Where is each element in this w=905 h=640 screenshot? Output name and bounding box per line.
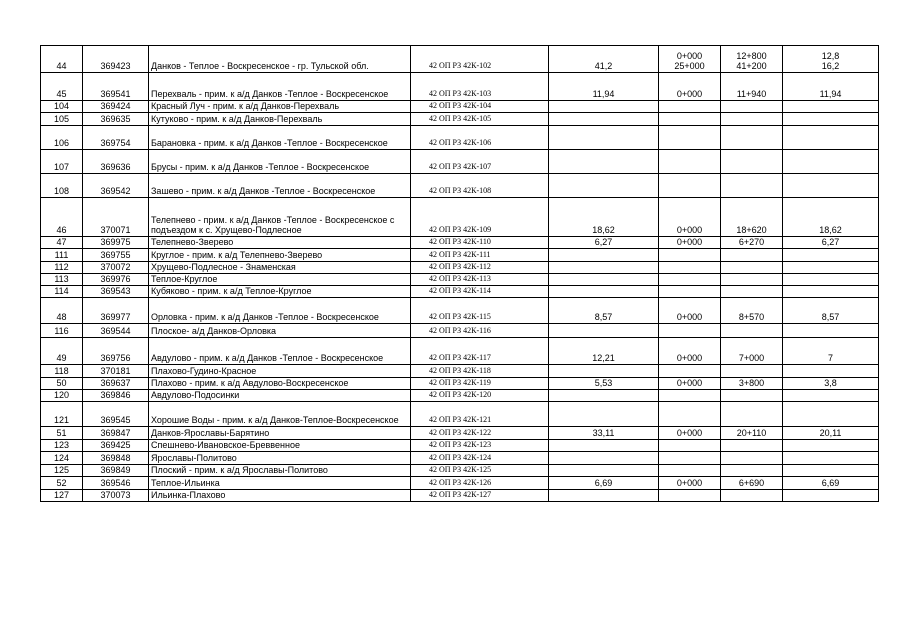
road-length-cell: 11,94	[549, 73, 659, 101]
road-id-cell: 369635	[83, 113, 149, 126]
segment-start-cell	[659, 174, 721, 198]
road-length-cell	[549, 174, 659, 198]
row-number-cell: 113	[41, 274, 83, 286]
road-name-cell: Данков - Теплое - Воскресенское - гр. Тульской обл.	[149, 46, 411, 73]
segment-start-cell	[659, 198, 721, 237]
segment-start-value: 0+000	[676, 237, 703, 247]
road-id-cell: 369546	[83, 477, 149, 490]
segment-length-cell	[783, 477, 879, 490]
segment-end-cell	[721, 113, 783, 126]
road-id-cell: 369636	[83, 150, 149, 174]
segment-end-cell	[721, 274, 783, 286]
road-id-cell: 370073	[83, 490, 149, 502]
road-id-cell: 369425	[83, 440, 149, 452]
road-length-cell: 8,57	[549, 298, 659, 324]
row-number-cell: 127	[41, 490, 83, 502]
segment-start-cell	[659, 440, 721, 452]
row-number-cell: 105	[41, 113, 83, 126]
road-code-cell: 42 ОП РЗ 42К-119	[411, 378, 549, 390]
road-code-cell: 42 ОП РЗ 42К-122	[411, 427, 549, 440]
road-code-cell: 42 ОП РЗ 42К-120	[411, 390, 549, 402]
segment-length-cell	[783, 286, 879, 298]
row-number-cell: 47	[41, 237, 83, 249]
road-length-cell: 12,21	[549, 338, 659, 365]
segment-start-value: 25+000	[674, 61, 705, 71]
road-code-cell: 42 ОП РЗ 42К-112	[411, 262, 549, 274]
segment-length-cell	[783, 452, 879, 465]
segment-start-cell	[659, 477, 721, 490]
segment-length-cell	[783, 338, 879, 365]
segment-length-cell	[783, 324, 879, 338]
segment-end-value: 11+940	[736, 89, 767, 99]
road-id-cell: 369849	[83, 465, 149, 477]
segment-end-cell	[721, 262, 783, 274]
road-name-cell: Плахово-Гудино-Красное	[149, 365, 411, 378]
segment-start-cell	[659, 150, 721, 174]
segment-end-cell	[721, 402, 783, 427]
segment-length-value: 16,2	[821, 61, 840, 71]
segment-length-value: 8,57	[821, 312, 840, 322]
road-id-cell: 369543	[83, 286, 149, 298]
row-number-cell: 111	[41, 249, 83, 262]
segment-end-cell	[721, 174, 783, 198]
road-id-cell: 370072	[83, 262, 149, 274]
table-row	[41, 365, 879, 378]
segment-start-cell	[659, 402, 721, 427]
segment-length-cell	[783, 262, 879, 274]
road-code-cell: 42 ОП РЗ 42К-108	[411, 174, 549, 198]
road-length-cell	[549, 440, 659, 452]
table-row	[41, 237, 879, 249]
road-name-cell: Телепнево - прим. к а/д Данков -Теплое - Воскресенское с подъездом к с. Хрущево-Подлесное	[149, 198, 411, 237]
road-name-cell: Круглое - прим. к а/д Телепнево-Зверево	[149, 249, 411, 262]
road-id-cell: 369755	[83, 249, 149, 262]
row-number-cell: 49	[41, 338, 83, 365]
road-code-cell: 42 ОП РЗ 42К-103	[411, 73, 549, 101]
segment-end-value: 20+110	[736, 428, 767, 438]
segment-end-cell	[721, 126, 783, 150]
road-name-cell: Плоское- а/д Данков-Орловка	[149, 324, 411, 338]
row-number-cell: 107	[41, 150, 83, 174]
segment-start-value: 0+000	[676, 51, 703, 61]
segment-start-cell	[659, 378, 721, 390]
segment-end-cell	[721, 286, 783, 298]
road-code-cell: 42 ОП РЗ 42К-104	[411, 101, 549, 113]
segment-end-cell	[721, 378, 783, 390]
road-name-cell: Данков-Ярославы-Барятино	[149, 427, 411, 440]
road-length-cell	[549, 113, 659, 126]
table-row	[41, 126, 879, 150]
segment-start-value: 0+000	[676, 312, 703, 322]
road-id-cell: 369976	[83, 274, 149, 286]
row-number-cell: 125	[41, 465, 83, 477]
road-length-cell	[549, 490, 659, 502]
road-name-cell: Плоский - прим. к а/д Ярославы-Политово	[149, 465, 411, 477]
segment-start-cell	[659, 324, 721, 338]
segment-start-cell	[659, 126, 721, 150]
segment-length-cell	[783, 46, 879, 73]
segment-start-cell	[659, 113, 721, 126]
road-code-cell: 42 ОП РЗ 42К-105	[411, 113, 549, 126]
segment-end-value: 6+690	[738, 478, 765, 488]
segment-start-value: 0+000	[676, 378, 703, 388]
road-length-cell: 5,53	[549, 378, 659, 390]
road-name-cell: Красный Луч - прим. к а/д Данков-Перехваль	[149, 101, 411, 113]
row-number-cell: 118	[41, 365, 83, 378]
segment-end-cell	[721, 390, 783, 402]
road-id-cell: 369544	[83, 324, 149, 338]
row-number-cell: 104	[41, 101, 83, 113]
segment-end-cell	[721, 465, 783, 477]
segment-end-value: 7+000	[738, 353, 765, 363]
road-id-cell: 369424	[83, 101, 149, 113]
road-code-cell: 42 ОП РЗ 42К-125	[411, 465, 549, 477]
road-name-cell: Зашево - прим. к а/д Данков -Теплое - Воскресенское	[149, 174, 411, 198]
table-row	[41, 390, 879, 402]
table-row	[41, 198, 879, 237]
table-row	[41, 262, 879, 274]
row-number-cell: 120	[41, 390, 83, 402]
road-length-cell: 6,69	[549, 477, 659, 490]
table-row	[41, 490, 879, 502]
row-number-cell: 124	[41, 452, 83, 465]
road-id-cell: 369846	[83, 390, 149, 402]
road-name-cell: Барановка - прим. к а/д Данков -Теплое - Воскресенское	[149, 126, 411, 150]
row-number-cell: 44	[41, 46, 83, 73]
segment-start-cell	[659, 338, 721, 365]
segment-end-cell	[721, 452, 783, 465]
road-length-cell	[549, 465, 659, 477]
segment-length-cell	[783, 126, 879, 150]
segment-start-cell	[659, 452, 721, 465]
table-row	[41, 101, 879, 113]
table-row	[41, 113, 879, 126]
segment-end-cell	[721, 427, 783, 440]
segment-length-cell	[783, 427, 879, 440]
road-code-cell: 42 ОП РЗ 42К-107	[411, 150, 549, 174]
row-number-cell: 51	[41, 427, 83, 440]
segment-start-cell	[659, 249, 721, 262]
segment-length-cell	[783, 101, 879, 113]
road-code-cell: 42 ОП РЗ 42К-110	[411, 237, 549, 249]
road-id-cell: 369977	[83, 298, 149, 324]
segment-end-cell	[721, 324, 783, 338]
road-code-cell: 42 ОП РЗ 42К-109	[411, 198, 549, 237]
road-name-cell: Брусы - прим. к а/д Данков -Теплое - Воскресенское	[149, 150, 411, 174]
segment-length-value: 7	[827, 353, 833, 363]
segment-length-cell	[783, 113, 879, 126]
segment-end-cell	[721, 198, 783, 237]
segment-start-cell	[659, 427, 721, 440]
segment-length-cell	[783, 298, 879, 324]
row-number-cell: 114	[41, 286, 83, 298]
segment-start-value: 0+000	[676, 225, 703, 235]
table-body	[41, 46, 879, 502]
table-row	[41, 378, 879, 390]
road-code-cell: 42 ОП РЗ 42К-127	[411, 490, 549, 502]
segment-length-cell	[783, 73, 879, 101]
road-code-cell: 42 ОП РЗ 42К-106	[411, 126, 549, 150]
table-row	[41, 452, 879, 465]
row-number-cell: 50	[41, 378, 83, 390]
road-id-cell: 369637	[83, 378, 149, 390]
road-length-cell	[549, 150, 659, 174]
row-number-cell: 116	[41, 324, 83, 338]
segment-length-cell	[783, 390, 879, 402]
segment-start-cell	[659, 73, 721, 101]
road-name-cell: Теплое-Круглое	[149, 274, 411, 286]
segment-end-cell	[721, 237, 783, 249]
road-id-cell: 369545	[83, 402, 149, 427]
segment-end-cell	[721, 46, 783, 73]
road-code-cell: 42 ОП РЗ 42К-118	[411, 365, 549, 378]
segment-start-cell	[659, 490, 721, 502]
segment-end-cell	[721, 365, 783, 378]
segment-length-value: 6,69	[821, 478, 840, 488]
segment-end-value: 6+270	[738, 237, 765, 247]
row-number-cell: 112	[41, 262, 83, 274]
road-length-cell: 6,27	[549, 237, 659, 249]
road-id-cell: 369756	[83, 338, 149, 365]
road-name-cell: Ильинка-Плахово	[149, 490, 411, 502]
segment-start-cell	[659, 286, 721, 298]
segment-start-value: 0+000	[676, 353, 703, 363]
road-code-cell: 42 ОП РЗ 42К-111	[411, 249, 549, 262]
row-number-cell: 123	[41, 440, 83, 452]
road-code-cell: 42 ОП РЗ 42К-121	[411, 402, 549, 427]
road-code-cell: 42 ОП РЗ 42К-124	[411, 452, 549, 465]
table-row	[41, 174, 879, 198]
table-row	[41, 274, 879, 286]
segment-length-cell	[783, 402, 879, 427]
road-length-cell	[549, 249, 659, 262]
segment-start-cell	[659, 465, 721, 477]
table-row	[41, 402, 879, 427]
road-id-cell: 369848	[83, 452, 149, 465]
segment-length-cell	[783, 465, 879, 477]
table-row	[41, 73, 879, 101]
table-row	[41, 324, 879, 338]
road-length-cell: 18,62	[549, 198, 659, 237]
table-row	[41, 440, 879, 452]
segment-end-cell	[721, 440, 783, 452]
road-name-cell: Теплое-Ильинка	[149, 477, 411, 490]
table-row	[41, 477, 879, 490]
road-name-cell: Ярославы-Политово	[149, 452, 411, 465]
segment-start-cell	[659, 274, 721, 286]
road-name-cell: Авдулово - прим. к а/д Данков -Теплое - Воскресенское	[149, 338, 411, 365]
road-id-cell: 369754	[83, 126, 149, 150]
segment-start-cell	[659, 365, 721, 378]
segment-length-cell	[783, 150, 879, 174]
road-length-cell	[549, 402, 659, 427]
table-row	[41, 427, 879, 440]
segment-end-value: 18+620	[736, 225, 767, 235]
segment-end-value: 3+800	[738, 378, 765, 388]
segment-length-cell	[783, 440, 879, 452]
road-code-cell: 42 ОП РЗ 42К-126	[411, 477, 549, 490]
row-number-cell: 52	[41, 477, 83, 490]
road-code-cell: 42 ОП РЗ 42К-116	[411, 324, 549, 338]
segment-end-cell	[721, 338, 783, 365]
row-number-cell: 121	[41, 402, 83, 427]
road-length-cell	[549, 262, 659, 274]
table-row	[41, 286, 879, 298]
road-name-cell: Хрущево-Подлесное - Знаменская	[149, 262, 411, 274]
roads-table	[40, 45, 879, 502]
road-length-cell	[549, 390, 659, 402]
segment-length-cell	[783, 490, 879, 502]
road-length-cell	[549, 274, 659, 286]
segment-end-cell	[721, 101, 783, 113]
road-length-cell	[549, 452, 659, 465]
road-code-cell: 42 ОП РЗ 42К-102	[411, 46, 549, 73]
segment-end-value: 12+800	[736, 51, 767, 61]
segment-start-cell	[659, 46, 721, 73]
segment-length-cell	[783, 249, 879, 262]
road-id-cell: 369975	[83, 237, 149, 249]
segment-end-cell	[721, 477, 783, 490]
road-id-cell: 369541	[83, 73, 149, 101]
segment-length-cell	[783, 378, 879, 390]
segment-end-cell	[721, 490, 783, 502]
road-length-cell	[549, 324, 659, 338]
road-name-cell: Хорошие Воды - прим. к а/д Данков-Теплое-Воскресенское	[149, 402, 411, 427]
road-code-cell: 42 ОП РЗ 42К-123	[411, 440, 549, 452]
table-row	[41, 298, 879, 324]
segment-start-cell	[659, 237, 721, 249]
table-row	[41, 249, 879, 262]
road-id-cell: 369542	[83, 174, 149, 198]
road-length-cell	[549, 365, 659, 378]
road-length-cell: 33,11	[549, 427, 659, 440]
road-name-cell: Орловка - прим. к а/д Данков -Теплое - Воскресенское	[149, 298, 411, 324]
road-code-cell: 42 ОП РЗ 42К-113	[411, 274, 549, 286]
segment-length-value: 11,94	[819, 89, 842, 99]
road-id-cell: 369423	[83, 46, 149, 73]
table-row	[41, 46, 879, 73]
segment-start-value: 0+000	[676, 89, 703, 99]
road-id-cell: 370071	[83, 198, 149, 237]
segment-end-value: 8+570	[738, 312, 765, 322]
row-number-cell: 108	[41, 174, 83, 198]
segment-start-value: 0+000	[676, 428, 703, 438]
road-name-cell: Кутуково - прим. к а/д Данков-Перехваль	[149, 113, 411, 126]
segment-length-value: 20,11	[819, 428, 842, 438]
segment-start-cell	[659, 390, 721, 402]
segment-end-cell	[721, 249, 783, 262]
segment-end-cell	[721, 298, 783, 324]
road-name-cell: Кубяково - прим. к а/д Теплое-Круглое	[149, 286, 411, 298]
table-row	[41, 338, 879, 365]
segment-start-value: 0+000	[676, 478, 703, 488]
segment-length-cell	[783, 365, 879, 378]
road-name-cell: Спешнево-Ивановское-Бреввенное	[149, 440, 411, 452]
road-id-cell: 369847	[83, 427, 149, 440]
row-number-cell: 45	[41, 73, 83, 101]
road-code-cell: 42 ОП РЗ 42К-117	[411, 338, 549, 365]
road-name-cell: Перехваль - прим. к а/д Данков -Теплое - Воскресенское	[149, 73, 411, 101]
road-code-cell: 42 ОП РЗ 42К-114	[411, 286, 549, 298]
road-length-cell	[549, 126, 659, 150]
segment-end-cell	[721, 73, 783, 101]
road-length-cell	[549, 286, 659, 298]
segment-end-value: 41+200	[736, 61, 767, 71]
segment-length-cell	[783, 274, 879, 286]
segment-length-value: 12,8	[821, 51, 840, 61]
segment-start-cell	[659, 101, 721, 113]
segment-start-cell	[659, 262, 721, 274]
row-number-cell: 46	[41, 198, 83, 237]
road-name-cell: Плахово - прим. к а/д Авдулово-Воскресенское	[149, 378, 411, 390]
row-number-cell: 48	[41, 298, 83, 324]
segment-length-value: 6,27	[821, 237, 840, 247]
segment-end-cell	[721, 150, 783, 174]
road-id-cell: 370181	[83, 365, 149, 378]
road-name-cell: Телепнево-Зверево	[149, 237, 411, 249]
segment-start-cell	[659, 298, 721, 324]
road-name-cell: Авдулово-Подосинки	[149, 390, 411, 402]
segment-length-value: 3,8	[824, 378, 837, 388]
road-code-cell: 42 ОП РЗ 42К-115	[411, 298, 549, 324]
row-number-cell: 106	[41, 126, 83, 150]
segment-length-cell	[783, 237, 879, 249]
road-length-cell	[549, 101, 659, 113]
table-row	[41, 150, 879, 174]
table-row	[41, 465, 879, 477]
segment-length-value: 18,62	[819, 225, 842, 235]
road-length-cell: 41,2	[549, 46, 659, 73]
segment-length-cell	[783, 198, 879, 237]
segment-length-cell	[783, 174, 879, 198]
